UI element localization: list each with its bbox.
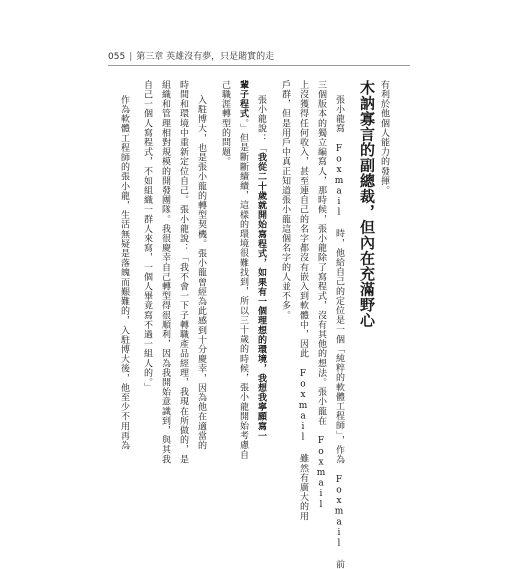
text-column — [237, 80, 249, 460]
text-column — [195, 95, 207, 450]
page-number: 055 — [108, 52, 126, 62]
text-column — [315, 80, 327, 510]
text-column — [141, 80, 153, 392]
text-run: 入駐博大，也是張小龍的轉型契機。張小龍曾經為此感到十分慶幸，因為他在適當的 — [196, 95, 206, 451]
text-run: 張小龍寫 Foxmail 時，他給自己的定位是一個「純粹的軟體工程師」，作為 Foxmail 前 — [334, 95, 344, 569]
section-heading: 木訥寡言的副總裁，但內在充滿野心 — [358, 80, 376, 328]
text-column — [255, 95, 267, 441]
running-header — [108, 49, 274, 62]
text-column — [118, 95, 130, 450]
text-column — [279, 80, 291, 320]
text-column — [159, 80, 171, 464]
text-run: 有利於他個人能力的發揮。 — [379, 80, 389, 196]
text-column — [177, 80, 189, 464]
header-rule — [108, 65, 410, 66]
text-run: 作為軟體工程師的張小龍，生活無疑是落魄而艱難的，入駐博大後，他至少不用再為 — [119, 95, 129, 451]
text-run: 組織和管理相對規模的開發團隊。我很慶幸自己轉型得很順利，因為我開始意識到，與其我 — [160, 80, 170, 464]
bold-run: 我從二十歲就開始寫程式，如果有一個理想的環境，我想我寧願寫一 — [256, 152, 266, 441]
text-run: 戶群，但是用戶中真正知道張小龍這個名字的人並不多。 — [280, 80, 290, 320]
bold-run: 輩子程式 — [238, 80, 248, 119]
text-run: 三個版本的獨立編寫人，那時候，張小龍除了寫程式，沒有其他的想法。張小龍在 Foxmail — [316, 80, 326, 511]
text-run: 己職涯轉型的問題。 — [220, 80, 230, 167]
header-separator: | — [129, 52, 133, 62]
text-run: 時間和環境中重新定位自己。張小龍說：「我不會一下子轉職產品經理，我現在所做的，是 — [178, 80, 188, 464]
text-column — [219, 80, 231, 166]
text-run: 張小龍說：「 — [256, 95, 266, 153]
text-column — [378, 80, 390, 195]
text-column — [333, 95, 345, 569]
text-column — [297, 80, 309, 521]
text-run: 。」但是斷斷續續，這樣的環境很難找到，所以三十歲的時候，張小龍開始考慮自 — [238, 118, 248, 460]
chapter-title: 第三章 英雄沒有夢，只是賭實的走 — [136, 52, 275, 62]
text-run: 自己一個人寫程式，不如組織一群人來寫，一個人畢竟寫不過一組人的。」 — [142, 80, 152, 393]
text-run: 上沒獲得任何收入，甚至連自己的名字都沒有嵌入到軟體中，因此 Foxmail 雖然有廣大的用 — [298, 80, 308, 521]
